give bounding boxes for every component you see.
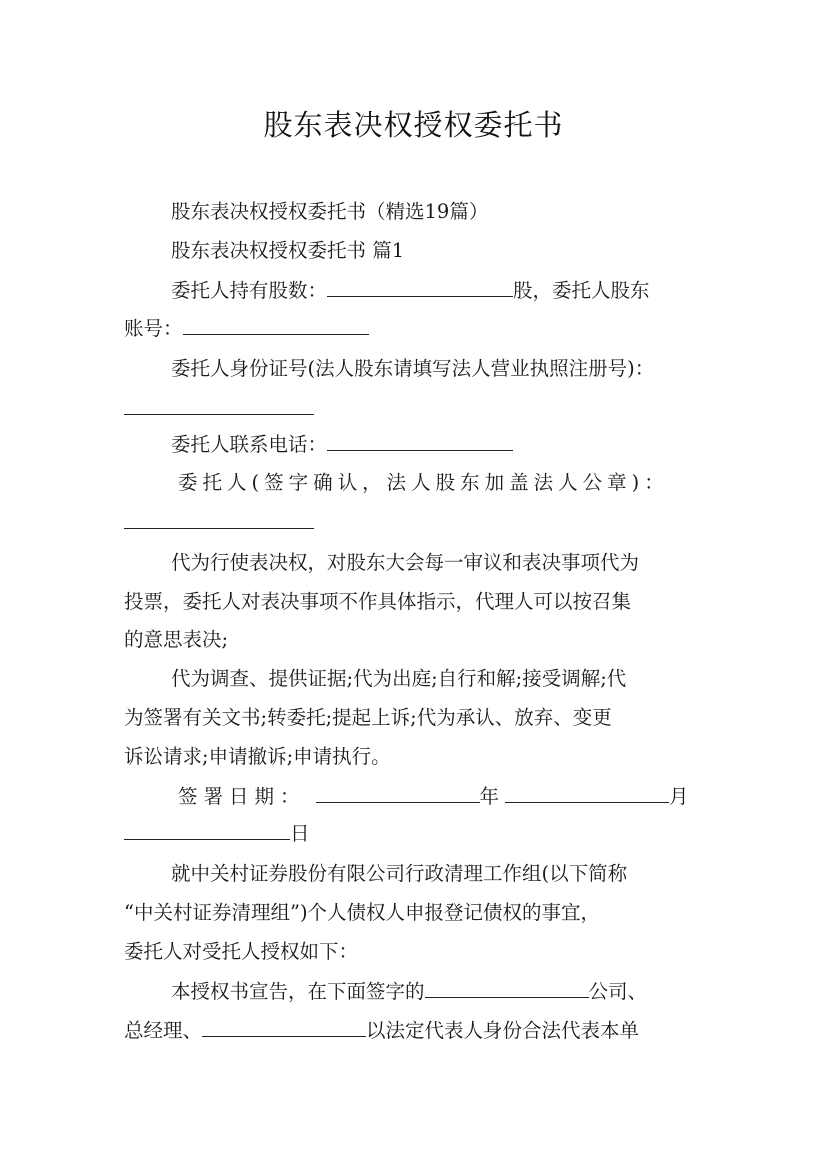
paragraph-3-text-1: 就中关村证券股份有限公司行政清理工作组(以下简称 xyxy=(171,862,628,885)
company-blank xyxy=(425,979,589,998)
paragraph-3-line-3 xyxy=(124,940,358,964)
date-line xyxy=(178,784,689,809)
signature-line xyxy=(178,471,669,495)
paragraph-3-line-2 xyxy=(124,901,600,925)
paragraph-1-line-3 xyxy=(124,628,228,652)
month-blank xyxy=(505,784,669,803)
paragraph-2-text-3: 诉讼请求;申请撤诉;申请执行。 xyxy=(124,745,391,768)
day-label: 日 xyxy=(290,822,310,845)
id-blank xyxy=(124,396,314,415)
section-heading xyxy=(171,239,404,263)
month-label: 月 xyxy=(669,785,689,808)
shares-line xyxy=(171,278,650,303)
id-blank-line xyxy=(124,396,314,421)
paragraph-4-text-2b: 以法定代表人身份合法代表本单 xyxy=(366,1019,640,1042)
paragraph-2-line-2 xyxy=(124,706,612,730)
paragraph-4-line-2 xyxy=(124,1018,639,1043)
year-blank xyxy=(316,784,480,803)
paragraph-3-line-1 xyxy=(171,862,627,886)
phone-line xyxy=(171,432,513,457)
paragraph-2-text-2: 为签署有关文书;转委托;提起上诉;代为承认、放弃、变更 xyxy=(124,706,612,729)
year-label: 年 xyxy=(479,785,500,808)
paragraph-3-text-3: 委托人对受托人授权如下： xyxy=(124,940,359,963)
phone-blank xyxy=(327,432,513,451)
paragraph-3-text-2: “中关村证券清理组”)个人债权人申报登记债权的事宜， xyxy=(124,901,601,924)
paragraph-1-text-2: 投票，委托人对表决事项不作具体指示，代理人可以按召集 xyxy=(124,590,632,613)
paragraph-2-line-3 xyxy=(124,745,391,769)
day-blank xyxy=(124,821,290,840)
account-blank xyxy=(183,316,369,335)
account-line xyxy=(124,316,369,341)
id-line xyxy=(171,357,654,381)
subtitle-line xyxy=(171,200,488,224)
shares-blank xyxy=(327,278,513,297)
signature-blank-line xyxy=(124,510,314,535)
paragraph-1-text-1: 代为行使表决权，对股东大会每一审议和表决事项代为 xyxy=(171,551,640,574)
paragraph-4-line-1 xyxy=(171,979,647,1004)
section-heading-text: 股东表决权授权委托书 篇1 xyxy=(171,239,405,262)
subtitle-text: 股东表决权授权委托书（精选19篇） xyxy=(171,200,489,223)
signature-blank xyxy=(124,510,314,529)
paragraph-2-text-1: 代为调查、提供证据;代为出庭;自行和解;接受调解;代 xyxy=(171,667,627,690)
paragraph-1-line-2 xyxy=(124,590,631,614)
paragraph-1-text-3: 的意思表决; xyxy=(124,628,229,651)
account-label: 账号： xyxy=(124,317,183,340)
paragraph-2-line-1 xyxy=(171,667,626,691)
date-label: 签署日期： xyxy=(178,785,306,808)
phone-label: 委托人联系电话： xyxy=(171,433,328,456)
manager-blank xyxy=(202,1018,366,1037)
day-line xyxy=(124,821,310,846)
shares-suffix: 股，委托人股东 xyxy=(513,279,650,302)
id-label: 委托人身份证号(法人股东请填写法人营业执照注册号)： xyxy=(171,357,655,380)
paragraph-1-line-1 xyxy=(171,551,639,575)
paragraph-4-text-1b: 公司、 xyxy=(588,980,648,1003)
shares-label: 委托人持有股数： xyxy=(171,279,328,302)
document-title: 股东表决权授权委托书 xyxy=(263,108,564,142)
signature-label: 委托人(签字确认，法人股东加盖法人公章)： xyxy=(178,471,669,494)
paragraph-4-text-2a: 总经理、 xyxy=(124,1019,203,1042)
paragraph-4-text-1a: 本授权书宣告，在下面签字的 xyxy=(171,980,425,1003)
